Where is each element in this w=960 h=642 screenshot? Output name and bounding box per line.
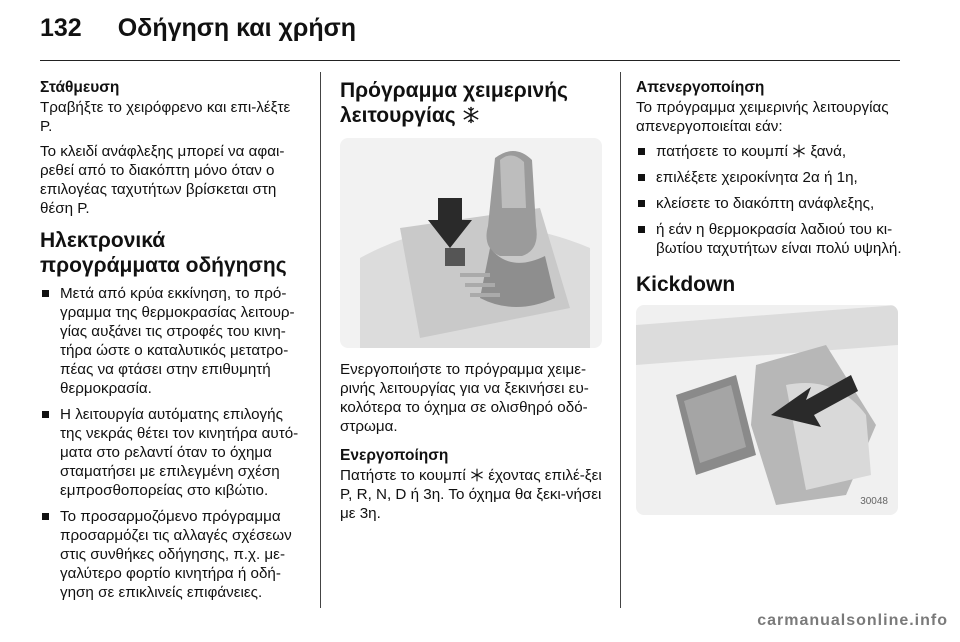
list-item: Το προσαρμοζόμενο πρόγραμμα προσαρμόζει τις αλλαγές σχέσεων στις συνθήκες οδήγησης, π.χ. με-γαλύτερο φορτίο κινητήρα ή οδή-γηση σε επικλινείς επιφάνειες.	[40, 507, 306, 602]
activation-heading: Ενεργοποίηση	[340, 447, 449, 464]
winter-heading	[340, 78, 608, 128]
column-middle	[340, 78, 608, 529]
snowflake-icon	[792, 144, 806, 158]
column-divider	[620, 72, 621, 608]
watermark: carmanualsonline.info	[757, 612, 948, 629]
programs-heading: Ηλεκτρονικά προγράμματα οδήγησης	[40, 229, 287, 277]
deactivation-list	[636, 142, 904, 258]
list-item: κλείσετε το διακόπτη ανάφλεξης,	[636, 194, 904, 213]
list-item	[636, 142, 904, 161]
snowflake-icon	[462, 106, 480, 124]
winter-text: Ενεργοποιήστε το πρόγραμμα χειμε-ρινής λειτουργίας για να ξεκινήσει ευ-κολότερα το όχημα σε ολισθηρό οδό-στρωμα.	[340, 361, 589, 435]
header-rule	[40, 60, 900, 61]
kickdown-figure	[636, 305, 898, 515]
activation-text-b: έχοντας επιλέ-ξει P, R, N, D ή 3η. Το όχημα θα ξεκι-νήσει με 3η.	[340, 467, 602, 522]
parking-text-2: Το κλειδί ανάφλεξης μπορεί να αφαι-ρεθεί από το διακόπτη μόνο όταν ο επιλογέας ταχυτήτων βρίσκεται στη θέση P.	[40, 143, 285, 217]
deactivation-text: Το πρόγραμμα χειμερινής λειτουργίας απενεργοποιείται εάν:	[636, 99, 889, 135]
list-item: Μετά από κρύα εκκίνηση, το πρό-γραμμα της θερμοκρασίας λειτουρ-γίας αυξάνει τις στροφές του κινη-τήρα ώστε ο καταλυτικός μετατρο-πέας να φτάσει στην επιθυμητή θερμοκρασία.	[40, 284, 306, 398]
list-item: επιλέξετε χειροκίνητα 2α ή 1η,	[636, 168, 904, 187]
programs-list	[40, 284, 306, 602]
parking-heading: Στάθμευση	[40, 79, 120, 96]
gear-selector-figure	[340, 138, 602, 348]
list-item-text: πατήσετε το κουμπί	[656, 143, 788, 160]
list-item: ή εάν η θερμοκρασία λαδιού του κι-βωτίου ταχυτήτων είναι πολύ υψηλή.	[636, 220, 904, 258]
column-divider	[320, 72, 321, 608]
list-item-text: ξανά,	[810, 143, 847, 160]
column-right	[636, 78, 904, 527]
activation-text	[340, 466, 608, 523]
column-left	[40, 78, 306, 609]
parking-text-1: Τραβήξτε το χειρόφρενο και επι-λέξτε P.	[40, 99, 291, 135]
activation-text-a: Πατήστε το κουμπί	[340, 467, 466, 484]
page-header	[40, 14, 356, 43]
winter-heading-text: Πρόγραμμα χειμερινής λειτουργίας	[340, 79, 568, 127]
page-title: Οδήγηση και χρήση	[117, 14, 356, 42]
list-item: Η λειτουργία αυτόματης επιλογής της νεκράς θέτει τον κινητήρα αυτό-ματα στο ρελαντί όταν το όχημα σταματήσει με επιλεγμένη σχέση εμπροσθοπορείας στο κιβώτιο.	[40, 405, 306, 500]
snowflake-icon	[470, 468, 484, 482]
kickdown-heading: Kickdown	[636, 273, 736, 296]
figure-number: 30048	[860, 496, 888, 507]
deactivation-heading: Απενεργοποίηση	[636, 79, 765, 96]
page-number: 132	[40, 14, 82, 42]
